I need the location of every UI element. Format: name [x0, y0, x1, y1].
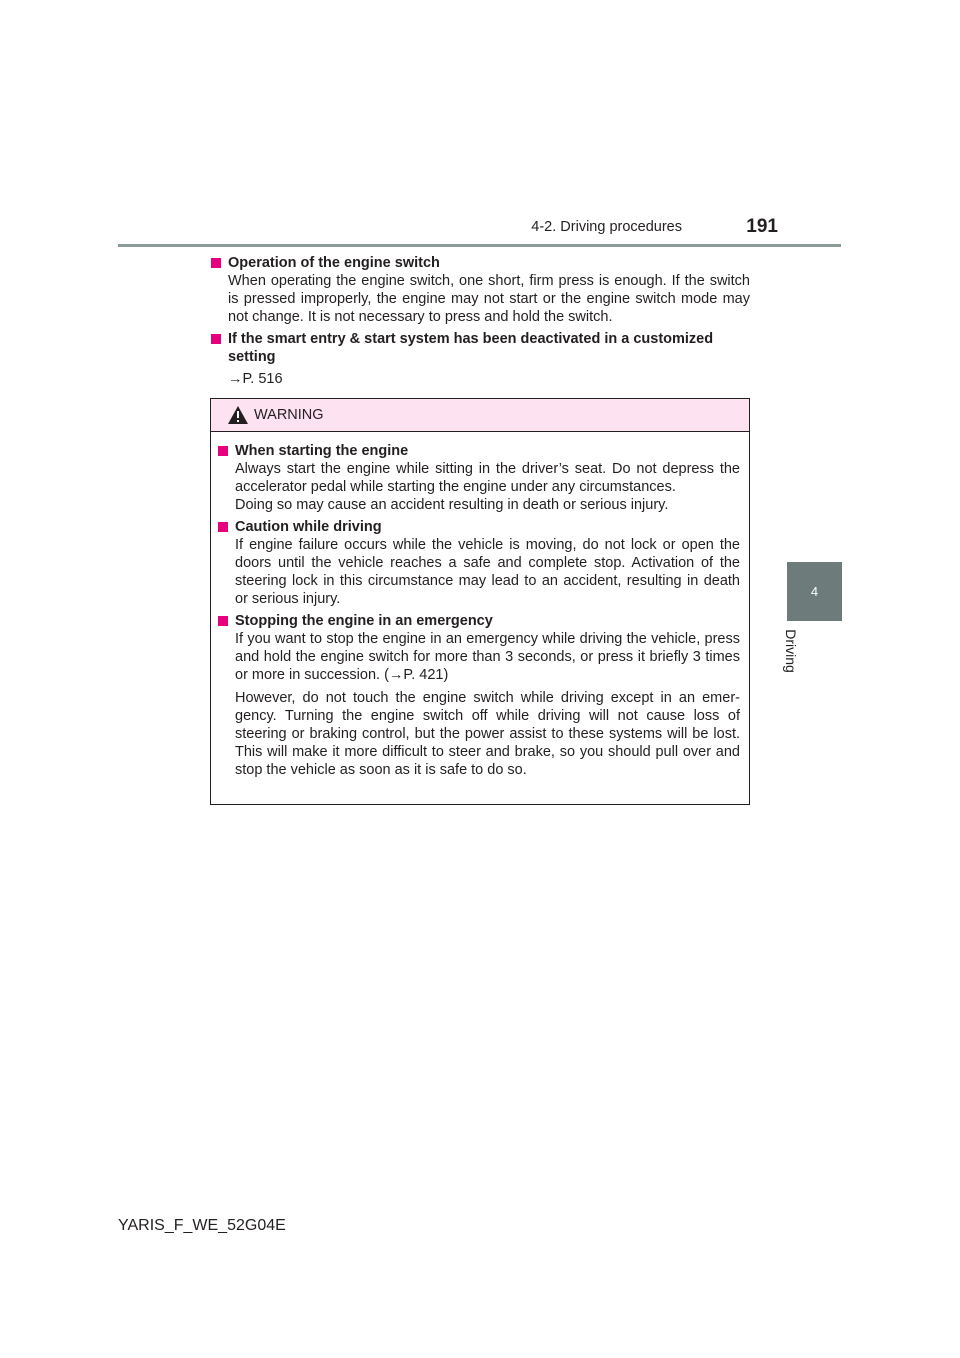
- warning-item-body: [217, 460, 740, 514]
- page-reference-link[interactable]: →P. 516: [228, 371, 283, 387]
- warning-item-heading: [217, 518, 740, 536]
- item-heading: [210, 330, 750, 366]
- warning-item-heading-text: Caution while driving: [235, 519, 382, 535]
- warning-paragraph: However, do not touch the engine switch while driving except in an emer-gency. Turning the engine switch off while driving will not cause loss of steering or braking control, but the power assist to these systems will be lost. This will make it more difficult to steer and brake, so you should pull over and stop the vehicle as soon as it is safe to do so.: [235, 690, 740, 778]
- warning-header: [211, 399, 749, 432]
- item-heading-text: If the smart entry & start system has been deactivated in a customized setting: [228, 331, 714, 365]
- warning-item-heading: [217, 612, 740, 630]
- square-bullet-icon: [211, 258, 221, 268]
- warning-item-heading: [217, 442, 740, 460]
- warning-paragraph: If engine failure occurs while the vehicle is moving, do not lock or open the doors until the vehicle reaches a safe and complete stop. Activation of the steering lock in this circumstance may lead to an accident, resulting in death or serious injury.: [235, 537, 740, 607]
- warning-paragraph: If you want to stop the engine in an emergency while driving the vehicle, press and hold the engine switch for more than 3 seconds, or press it briefly 3 times or more in succession. (→P. 421): [235, 631, 740, 683]
- warning-item: [217, 612, 740, 779]
- warning-body: [211, 432, 749, 779]
- document-code: YARIS_F_WE_52G04E: [118, 1217, 286, 1234]
- chapter-title: Driving: [783, 629, 799, 673]
- warning-item: [217, 518, 740, 608]
- item-heading-text: Operation of the engine switch: [228, 255, 440, 271]
- section-header: 4-2. Driving procedures: [531, 219, 682, 235]
- warning-item: [217, 442, 740, 514]
- chapter-side-label: [783, 621, 842, 681]
- square-bullet-icon: [218, 446, 228, 456]
- warning-paragraph: Doing so may cause an accident resulting in death or serious injury.: [235, 497, 669, 513]
- page-number: 191: [746, 216, 778, 237]
- square-bullet-icon: [218, 522, 228, 532]
- warning-label: WARNING: [254, 407, 324, 423]
- warning-triangle-icon: [227, 405, 249, 425]
- chapter-tab-number: 4: [787, 562, 842, 621]
- header-divider: [118, 244, 841, 247]
- item-body: When operating the engine switch, one short, firm press is enough. If the switch is pressed improperly, the engine may not start or the engine switch mode may not change. It is not necessary to press and hold the switch.: [228, 273, 750, 325]
- square-bullet-icon: [218, 616, 228, 626]
- warning-item-body: [217, 630, 740, 779]
- warning-paragraph: Always start the engine while sitting in the driver’s seat. Do not depress the accelerator pedal while starting the engine under any circumstances.: [235, 461, 740, 495]
- item-heading: [210, 254, 750, 272]
- warning-box: [210, 398, 750, 805]
- square-bullet-icon: [211, 334, 221, 344]
- warning-item-body: [217, 536, 740, 608]
- list-item: [210, 330, 750, 388]
- warning-item-heading-text: Stopping the engine in an emergency: [235, 613, 493, 629]
- list-item: [210, 254, 750, 326]
- warning-item-heading-text: When starting the engine: [235, 443, 409, 459]
- main-content: [210, 254, 750, 392]
